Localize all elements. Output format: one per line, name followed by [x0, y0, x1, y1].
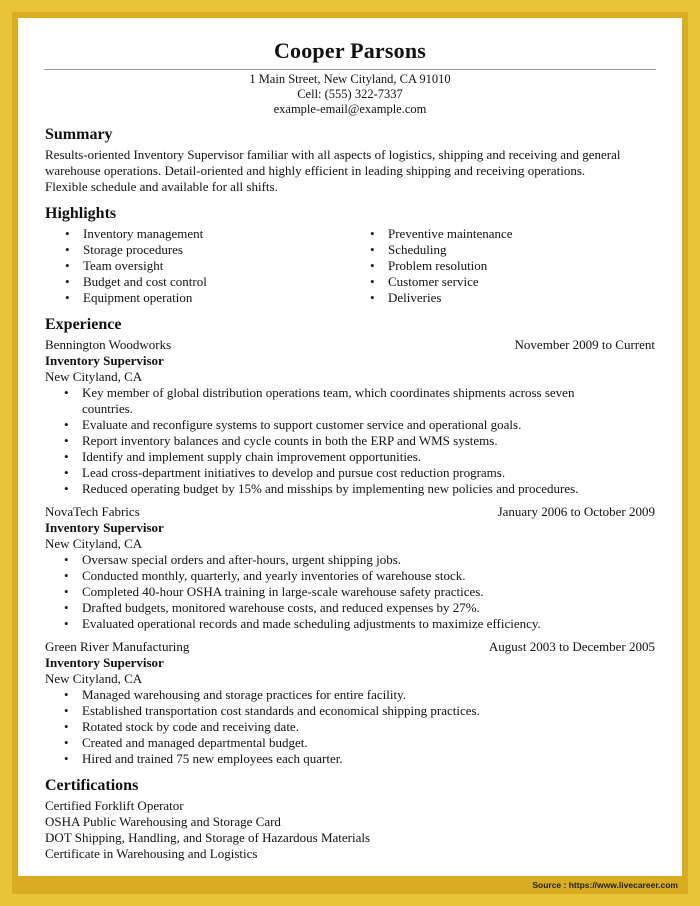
job-title: Inventory Supervisor [45, 655, 164, 670]
certifications-heading: Certifications [45, 777, 139, 794]
job-header [45, 337, 655, 353]
highlights-heading: Highlights [45, 205, 117, 222]
highlights-list-left [63, 226, 207, 306]
duty-item: • Identify and implement supply chain improvement opportunities. [45, 449, 622, 465]
job-entry [45, 337, 655, 497]
duty-item: • Hired and trained 75 new employees each quarter. [45, 751, 622, 767]
duty-item: • Conducted monthly, quarterly, and yearly inventories of warehouse stock. [45, 568, 622, 584]
duty-item: • Rotated stock by code and receiving date. [45, 719, 622, 735]
duty-item: • Evaluate and reconfigure systems to support customer service and operational goals. [45, 417, 622, 433]
highlight-item: • Equipment operation [63, 290, 207, 306]
highlight-item: • Problem resolution [368, 258, 513, 274]
company-name: NovaTech Fabrics [45, 504, 140, 519]
duty-item: • Established transportation cost standards and economical shipping practices. [45, 703, 622, 719]
duties-list [45, 687, 655, 767]
highlight-item: • Storage procedures [63, 242, 207, 258]
company-name: Green River Manufacturing [45, 639, 190, 654]
job-entry [45, 504, 655, 632]
duty-item: • Key member of global distribution operations team, which coordinates shipments across seven countries. [45, 385, 622, 417]
duty-item: • Managed warehousing and storage practices for entire facility. [45, 687, 622, 703]
highlight-item: • Team oversight [63, 258, 207, 274]
job-title: Inventory Supervisor [45, 353, 164, 368]
job-location: New Cityland, CA [45, 671, 143, 686]
certification-item: DOT Shipping, Handling, and Storage of Hazardous Materials [45, 830, 371, 845]
job-location: New Cityland, CA [45, 369, 143, 384]
highlight-item: • Inventory management [63, 226, 207, 242]
resume-page [18, 18, 682, 876]
summary-text [45, 147, 665, 195]
job-dates: November 2009 to Current [514, 337, 655, 352]
job-dates: January 2006 to October 2009 [497, 504, 655, 519]
summary-line: Flexible schedule and available for all shifts. [45, 179, 278, 194]
duty-item: • Drafted budgets, monitored warehouse costs, and reduced expenses by 27%. [45, 600, 622, 616]
header-divider [44, 69, 656, 70]
duty-item: • Reduced operating budget by 15% and misships by implementing new policies and procedures. [45, 481, 622, 497]
summary-line: Results-oriented Inventory Supervisor familiar with all aspects of logistics, shipping and receiving and general [45, 147, 621, 162]
certifications-list [45, 798, 370, 862]
phone: Cell: (555) 322-7337 [297, 87, 403, 101]
source-credit: Source : https://www.livecareer.com [532, 880, 678, 890]
summary-heading: Summary [45, 126, 113, 143]
contact-block [18, 72, 682, 117]
duties-list [45, 385, 655, 497]
highlight-item: • Preventive maintenance [368, 226, 513, 242]
job-dates: August 2003 to December 2005 [488, 639, 655, 654]
job-header [45, 639, 655, 655]
job-location: New Cityland, CA [45, 536, 143, 551]
company-name: Bennington Woodworks [45, 337, 172, 352]
duty-item: • Oversaw special orders and after-hours, urgent shipping jobs. [45, 552, 622, 568]
job-header [45, 504, 655, 520]
job-entry [45, 639, 655, 767]
candidate-name: Cooper Parsons [273, 38, 427, 63]
certification-item: OSHA Public Warehousing and Storage Card [45, 814, 281, 829]
summary-line: warehouse operations. Detail-oriented and highly efficient in leading shipping and receiving operations. [45, 163, 586, 178]
duties-list [45, 552, 655, 632]
duty-item: • Lead cross-department initiatives to develop and pursue cost reduction programs. [45, 465, 622, 481]
job-title: Inventory Supervisor [45, 520, 164, 535]
duty-item: • Completed 40-hour OSHA training in large-scale warehouse safety practices. [45, 584, 622, 600]
duty-item: • Evaluated operational records and made scheduling adjustments to maximize efficiency. [45, 616, 622, 632]
highlight-item: • Budget and cost control [63, 274, 207, 290]
email: example-email@example.com [273, 102, 427, 116]
highlight-item: • Deliveries [368, 290, 513, 306]
experience-heading: Experience [45, 316, 122, 333]
address: 1 Main Street, New Cityland, CA 91010 [249, 72, 451, 86]
certification-item: Certificate in Warehousing and Logistics [45, 846, 258, 861]
highlight-item: • Customer service [368, 274, 513, 290]
highlights-list-right [368, 226, 513, 306]
highlight-item: • Scheduling [368, 242, 513, 258]
duty-item: • Created and managed departmental budget. [45, 735, 622, 751]
duty-item: • Report inventory balances and cycle counts in both the ERP and WMS systems. [45, 433, 622, 449]
certification-item: Certified Forklift Operator [45, 798, 184, 813]
